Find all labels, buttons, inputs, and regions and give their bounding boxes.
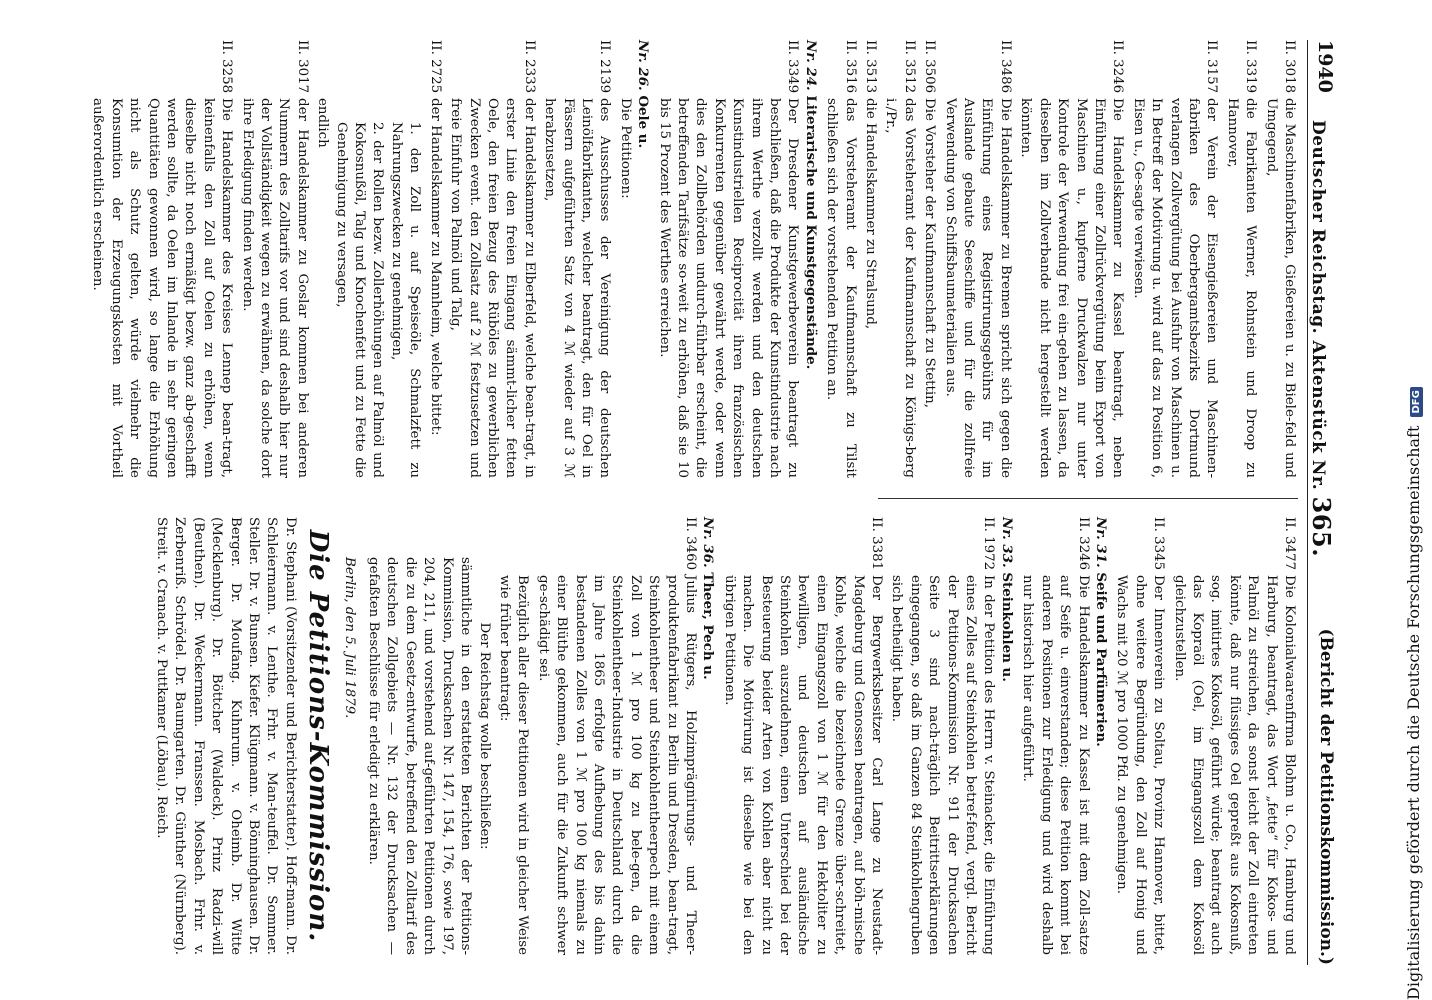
petition-reference: II. 1972 — [981, 517, 997, 571]
petition-reference: II. 3460 — [683, 517, 698, 571]
petition-reference: II. 3477 — [1282, 517, 1297, 571]
page-title — [1307, 120, 1336, 557]
petition-text: der Handelskammer zu Goslar kommen bei anderen Nummern des Zolltarifs vor und sind deshalb hier nur der Vollständigkeit wegen zu erwähnen, da solche dort ihre Erledigung finden werden. — [239, 98, 310, 478]
petition-entry — [533, 517, 699, 955]
petition-text: das Vorsteheramt der Kaufmannschaft zu Königs-berg i./Pr., — [883, 98, 917, 478]
petition-reference: II. 3157 — [1204, 40, 1220, 94]
petition-entry — [887, 517, 997, 955]
petition-reference: II. 3246 — [1110, 40, 1126, 94]
section-heading — [1092, 517, 1110, 955]
petition-reference: II. 3258 — [219, 40, 235, 94]
petition-entry — [88, 40, 235, 478]
petition-text: das Vorsteheramt der Kaufmannschaft zu Tilsit schließen sich der vorstehenden Petition an. — [824, 98, 858, 478]
petition-reference: II. 3516 — [842, 40, 858, 94]
section-heading — [634, 40, 652, 478]
page-header — [1307, 40, 1344, 965]
petition-text: Die Vorsteher der Kaufmannschaft zu Stettin, — [922, 98, 938, 409]
petition-entry — [1222, 40, 1259, 478]
page-subtitle: (Bericht der Petitionskommission.) — [1316, 628, 1336, 965]
petition-text: Der Bergwerksbesitzer Carl Lange zu Neustadt-Magdeburg und Genossen beantragen, auf böh-mische Kohle, welche die bezeichnete Grenze über-schreitet, einen Eingangszoll von 1 ℳ für den Hektoliter zu bewilligen, und deutschen auf ausländische Steinkohlen auszudehnen, einen Unterschied bei der Besteuerung beider Arten von Kohlen aber nicht zu machen. Die Motivirung ist dieselbe wie bei den übrigen Petitionen. — [721, 575, 885, 955]
petition-entry — [1128, 40, 1220, 478]
commission-members: Dr. Stephani (Vorsitzender und Berichterstatter). Hoff-mann. Dr. Schleiermann. v. Lenthe. Frhr. v. Man-teuffel. Dr. Sommer. Steller. Dr. v. Bunsen. Kiefer. Klügmann. v. Bönninghausen. Dr. Berger. Dr. Moufang. Kuhnrum. v. Oheimb. Dr. Witte (Mecklenburg). Dr. Böttcher (Waldeck). Prinz Radzi-will (Beuthen). Dr. Weckermann. Franssen. Mosbach. Frhr. v. Zerbenriß. Schrödel. Dr. Baumgarten. Dr. Günther (Nürnberg). Streit. v. Cranach. v. Puttkamer (Löbau). Reich. — [154, 517, 298, 955]
paragraph: Bezüglich aller dieser Petitionen wird in gleicher Weise wie früher beantragt: — [496, 575, 531, 955]
petition-reference: II. 2333 — [521, 40, 537, 94]
petition-text: Die Kolonialwaarenfirma Blohm u. Co., Hamburg und Harburg, beantragt, das Wort „fette“ für Kokos- und Palmöl zu streichen, da sonst leicht der Zoll eintreten könnte, daß nur flüssiges Oel gepreßt aus Kokosnuß, sog. imitirtes Kokosöl, geführt würde; beantragt auch das Kopraöl (Oel, im Eingangszoll dem Kokosöl gleichzustellen. — [1171, 575, 1297, 955]
petition-text: des Ausschusses der Vereinigung der deutschen Leinölfabrikanten, welcher beantragt, den für Oel in Fässern aufgeführten Satz von 4 ℳ wieder auf 3 ℳ herabzusetzen, — [542, 98, 613, 478]
petition-text: Die Handelskammer zu Bremen spricht sich gegen die Einführung eines Registrirungsgebührs für im Auslande gebaute Seeschiffe und für die zollfreie Verwendung von Schiffsbaumaterialien aus. — [942, 98, 1013, 478]
date-line: Berlin, den 5. Juli 1879. — [341, 557, 357, 719]
resolution-text: sämmtliche in den erstatteten Berichten der Petitions-Kommission, Drucksachen Nr. 147, 154, 176, sowie 197, 204, 211, und vorstehend auf-geführten Petitionen durch die zu dem Gesetz-entwurfe, betreffend den Zolltarif des deutschen Zollgebiets — Nr. 132 der Drucksachen — gefaßten Beschlüsse für erledigt zu erklären. — [366, 557, 474, 955]
column-divider — [878, 498, 1298, 499]
section-number: Nr. 24. — [802, 40, 819, 91]
numbered-request: 1. den Zoll u. auf Speiseöle, Schmalzfett zu Nahrungszwecken zu genehmigen, — [388, 122, 423, 478]
petition-entry — [719, 517, 885, 955]
digitization-credit — [1404, 40, 1428, 1000]
numbered-request: 2. der Rollen bezw. Zollerhöhungen auf Palmöl und Kokosnußöl, Talg und Knochenfett und zu Fette die Genehmigung zu versagen, — [333, 122, 386, 478]
petition-reference: II. 3381 — [869, 517, 885, 571]
section-number: Nr. 36. — [700, 517, 717, 568]
paragraph: Die Petitionen: — [617, 98, 633, 199]
petition-entry — [881, 40, 918, 478]
petition-entry — [822, 40, 859, 478]
petition-reference: II. 2725 — [427, 40, 443, 94]
section-heading — [801, 40, 819, 478]
petition-reference: II. 3018 — [1282, 40, 1297, 94]
petition-entry — [1112, 517, 1167, 955]
section-title: Seife und Parfümerien. — [1092, 572, 1109, 747]
petition-text: Die Handelskammer zu Kassel beantragt, neben Einführung einer Zollrückvergütung beim Export von Maschinen u., kupferne Druckwalzen nur unter Kontrole der Verwendung frei ein-gehen zu lassen, da dieselben im Zollverbande nicht hergestellt werden könnten. — [1018, 98, 1126, 478]
petition-entry — [654, 40, 801, 478]
petition-entry — [540, 40, 614, 478]
petition-reference: II. 3319 — [1243, 40, 1259, 94]
petition-entry — [1169, 517, 1298, 955]
petition-reference: II. 3349 — [785, 40, 801, 94]
resolution-heading: Der Reichstag wolle beschließen: — [476, 622, 492, 850]
section-title: Theer, Pech u. — [700, 572, 717, 680]
petition-entry — [940, 40, 1014, 478]
credit-text: Digitalisierung gefördert durch die Deutsche Forschungsgemeinschaft — [1404, 425, 1423, 1000]
petition-text: die Handelskammer zu Stralsund, — [863, 98, 879, 330]
petition-text: Julius Rütgers, Holzimprägnirungs- und Theer-produktenfabrikant zu Berlin und Dresden, bean-tragt, Steinkohlentheer und Steinkohlentheerpech mit einem Zoll von 1 ℳ pro 100 kg zu bele-gen, da die Steinkohlentheer-Industrie in Deutschland durch die im Jahre 1865 erfolgte Aufhebung des bis dahin bestandenen Zolles von 1 ℳ pro 100 kg niemals zu einer Blüthe gekommen, auch für die Zukunft schwer ge-schädigt sei. — [535, 575, 698, 955]
dfg-logo: DFG — [1410, 387, 1423, 416]
petition-text: der Handelskammer zu Mannheim, welche bittet: — [427, 98, 443, 436]
page-title-text: Deutscher Reichstag. Aktenstück Nr. — [1308, 120, 1328, 491]
petition-entry — [1016, 40, 1126, 478]
petition-text: Die Handelskammer des Kreises Lennep bean-tragt, keinenfalls den Zoll auf Oelen zu erhöhen, wenn dieselbe nicht noch ermäßigt bezw. ganz ab-geschafft werden sollte, da Oelen im Inlande in sehr geringen Quantitäten gewonnen wird, so lange die Erhöhung nicht als Schutz gelten, würde vielmehr die Konsumtion der Erzeugungskosten mit Vortheil außerordentlich erscheinen. — [90, 98, 235, 478]
section-heading — [699, 517, 717, 955]
petition-reference: II. 3246 — [1075, 517, 1091, 571]
paragraph: endlich — [315, 98, 331, 148]
petition-reference: II. 3512 — [901, 40, 917, 94]
petition-text: die Fabrikanten Werner, Rohnstein und Droop zu Hannover, — [1224, 98, 1259, 478]
petition-text: der Verein der Eisengießereien und Maschinen-fabriken des Oberbergamtsbezirks Dortmund verlangen Zollvergütung bei Ausfuhr von Maschinen u. In Betreff der Motivirung u. wird auf das zu Position 6, Eisen u., Ge-sagte verwiesen. — [1130, 98, 1220, 478]
section-title: Oele u. — [635, 95, 652, 149]
petition-reference: II. 3513 — [863, 40, 879, 94]
petition-entry — [861, 40, 879, 478]
document-number: 365. — [1307, 496, 1336, 558]
petition-reference: II. 3486 — [997, 40, 1013, 94]
petition-reference: II. 2139 — [597, 40, 613, 94]
petition-entry — [446, 40, 538, 478]
petition-reference: II. 3506 — [922, 40, 938, 94]
section-heading — [998, 517, 1016, 955]
right-column — [152, 517, 1298, 955]
petition-entry — [1261, 40, 1298, 478]
section-number: Nr. 33. — [998, 517, 1015, 568]
petition-entry — [1018, 517, 1092, 955]
petition-entry — [920, 40, 938, 478]
left-column — [86, 40, 1298, 478]
petition-text: Die Handelskammer zu Kassel ist mit dem Zoll-satze auf Seife u. einverstanden; diese Petition kommt bei anderen Positionen zur Erledigung und wird deshalb nur historisch hier aufgeführt. — [1020, 575, 1091, 955]
petition-entry — [425, 40, 443, 478]
petition-text: die Maschinenfabriken, Gießereien u. zu Biele-feld und Umgegend, — [1263, 98, 1297, 478]
petition-text: der Handelskammer zu Elberfeld, welche bean-tragt, in erster Linie den freien Eingang sämmt-licher fetten Oele, den freien Bezug des Rüböles zu gewerblichen Zwecken event. den Zollsatz auf 2 ℳ festzusetzen und freie Einfuhr von Palmöl und Talg, — [448, 98, 537, 478]
section-number: Nr. 26. — [635, 40, 652, 91]
section-title: Literarische und Kunstgegenstände. — [802, 95, 819, 370]
petition-text: Der Dresdener Kunstgewerbeverein beantragt zu beschließen, daß die Produkte der Kunstindustrie nach ihrem Werthe verzollt werden und den deutschen Kunstindustriellen Reciprocität ihren französischen Konkurrenten gegenüber gewährt werde, oder wenn dies den Zollbehörden undurch-führbar erscheint, die betreffenden Tarifsätze so-weit zu erhöhen, daß sie 10 bis 15 Prozent des Werthes erreichen. — [656, 98, 801, 478]
petition-text: In der Petition des Herrn v. Steinacker, die Einführung eines Zolles auf Steinkohlen betref-fend, vergl. Bericht der Petitions-Kommission Nr. 911 der Drucksachen Seite 3 sind nach-träglich Beitrittserklärungen eingegangen, so daß im Ganzen 84 Steinkohlengruben sich betheiligt haben. — [889, 575, 997, 955]
section-number: Nr. 31. — [1092, 517, 1109, 568]
section-title: Steinkohlen u. — [998, 572, 1015, 682]
petition-text: Der Innenverein zu Soltau, Provinz Hannover, bittet, ohne weitere Begründung, den Zoll auf Honig und Wachs mit 20 ℳ pro 1000 Pfd. zu genehmigen. — [1114, 575, 1167, 955]
page-number: 1940 — [1314, 40, 1336, 93]
commission-title: Die Petitions-Kommission. — [303, 529, 334, 943]
petition-reference: II. 3345 — [1151, 517, 1167, 571]
petition-reference: II. 3017 — [294, 40, 310, 94]
petition-entry — [237, 40, 311, 478]
